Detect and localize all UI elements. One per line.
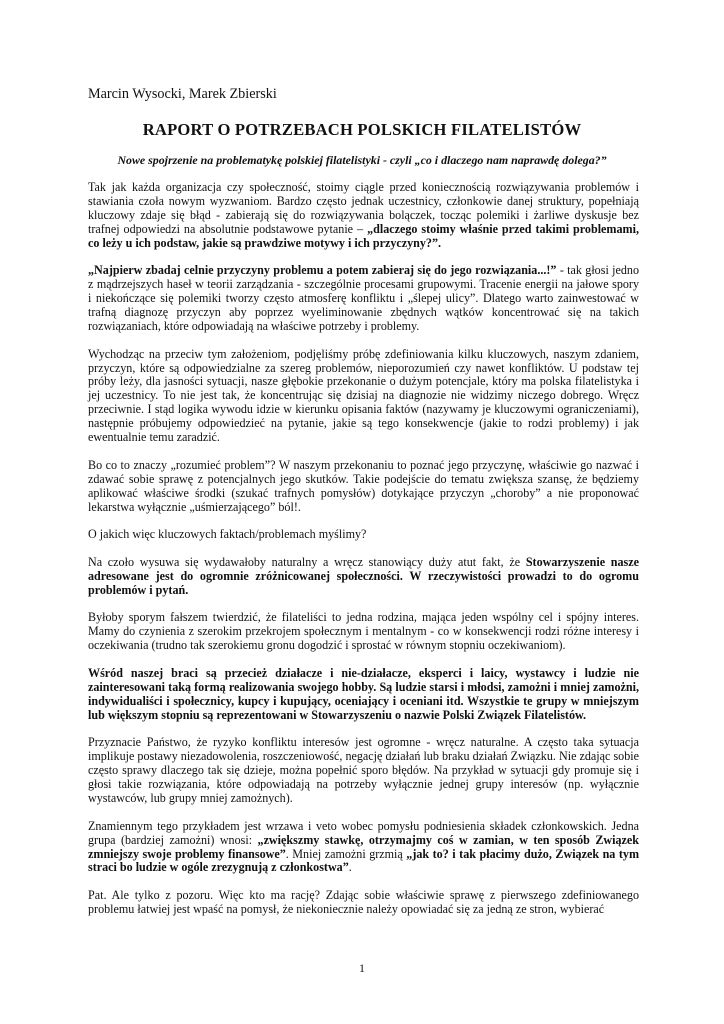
bold-text-run: „jak to? i tak płacimy dużo, Związek na tym straci bo ludzie w ogóle zrezygnują z członkostwa”: [88, 846, 640, 875]
paragraph: [88, 736, 639, 806]
paragraph: [88, 889, 639, 917]
document-title: RAPORT O POTRZEBACH POLSKICH FILATELISTÓW: [142, 120, 582, 139]
bold-text-run: „zwiększmy stawkę, otrzymajmy coś w zamian, w ten sposób Związek zmniejszy swoje problemy finansowe”: [88, 832, 639, 861]
paragraph: [88, 264, 639, 334]
paragraph: [88, 348, 639, 445]
text-run: Pat. Ale tylko z pozoru. Więc kto ma rację? Zdając sobie właściwie sprawę z pierwszego zdefiniowanego problemu łatwiej jest wpaść na pomysł, że niekoniecznie należy opowiadać się za jedną ze stron, wybierać: [88, 888, 639, 917]
text-run: - tak głosi jedno z mądrzejszych haseł w teorii zarządzania - szczególnie procesami grupowymi. Tracenie energii na jałowe spory i niekończące się polemiki tworzy często atmosferę konfliktu i „ślepej ulicy”. Dlatego warto zainwestować w trafną diagnozę przyczyn aby poprzez wyeliminowanie zbędnych wątków koncentrować się na takich rozwiązaniach, które odpowiadają na właściwe potrzeby i problemy.: [88, 263, 639, 333]
paragraph: [88, 528, 639, 542]
text-run: Tak jak każda organizacja czy społeczność, stoimy ciągle przed koniecznością rozwiązywania problemów i stawiania czoła nowym wyzwaniom. Bardzo często jednak uczestnicy, członkowie danej struktury, popełniają kluczowy zdaje się błąd - zabierają się do rozwiązywania bolączek, tocząc polemiki i żarliwe dyskusje bez trafnej odpowiedzi na absolutnie podstawowe pytanie –: [88, 180, 639, 236]
text-run: Znamiennym tego przykładem jest wrzawa i veto wobec pomysłu podniesienia składek członkowskich. Jedna grupa (bardziej zamożni) wnosi:: [88, 818, 639, 847]
paragraph: [88, 181, 639, 251]
text-run: Wychodząc na przeciw tym założeniom, podjęliśmy próbę zdefiniowania kilku kluczowych, naszym zdaniem, przyczyn, które są odpowiedzialne za szereg problemów, nieporozumień czy nawet konfliktów. U podstaw tej próby leży, dla jasności sytuacji, nasze głębokie przekonanie o dużym potencjale, który ma polska filatelistyka i jej uczestnicy. To nie jest tak, że koncentrując się dzisiaj na diagnozie nie widzimy niczego dobrego. Wręcz przeciwnie. I stąd logika wywodu idzie w kierunku opisania faktów (nazywamy je kluczowymi ograniczeniami), następnie próbujemy odpowiedzieć na pytanie, jakie są tego konsekwencje (jakie to rodzi problemy) i jak ewentualnie temu zaradzić.: [88, 346, 639, 445]
bold-text-run: „dlaczego stoimy właśnie przed takimi problemami, co leży u ich podstaw, jakie są prawdziwe motywy i ich przyczyny?”.: [88, 221, 639, 250]
text-run: Na czoło wysuwa się wydawałoby naturalny a wręcz stanowiący duży atut fakt, że: [88, 554, 526, 569]
authors: Marcin Wysocki, Marek Zbierski: [88, 86, 277, 102]
document-body: [88, 181, 639, 931]
paragraph: [88, 459, 639, 515]
paragraph: [88, 667, 639, 723]
bold-text-run: Wśród naszej braci są przecież działacze i nie-działacze, eksperci i laicy, wystawcy i ludzie nie zainteresowani taką formą realizowania swojego hobby. Są ludzie starsi i młodsi, zamożni i mniej zamożni, indywidualiści i społecznicy, kupcy i kupujący, oceniający i oceniani itd. Wszystkie te grupy w mniejszym lub większym stopniu są reprezentowani w Stowarzyszeniu o nazwie Polski Związek Filatelistów.: [88, 665, 639, 722]
paragraph: [88, 611, 639, 653]
text-run: Bo co to znaczy „rozumieć problem”? W naszym przekonaniu to poznać jego przyczynę, właściwie go nazwać i zdawać sobie sprawę z potencjalnych jego skutków. Takie podejście do tematu zwiększa szansę, że będziemy aplikować właściwe środki (szukać trafnych pomysłów) dotykające przyczyn „choroby” a nie proponować lekarstwa wyłącznie „uśmierzającego” ból!.: [88, 457, 639, 514]
paragraph: [88, 820, 639, 876]
page-number: 1: [359, 961, 365, 975]
text-run: . Mniej zamożni grzmią: [285, 846, 407, 861]
text-run: .: [348, 860, 352, 875]
paragraph: [88, 556, 639, 598]
text-run: Przyznacie Państwo, że ryzyko konfliktu interesów jest ogromne - wręcz naturalne. A często taka sytuacja implikuje postawy niezadowolenia, roszczeniowość, negację działań lub braku działań Związku. Nie zdając sobie często sprawy dlaczego tak się dzieje, można popełnić sporo błędów. Na przykład w sytuacji gdy promuje się i głosi takie rozwiązania, które odpowiadają na potrzeby wyłącznie jednej grupy interesów (np. wyłącznie wystawców, lub grupy mniej zamożnych).: [88, 735, 639, 805]
bold-text-run: Stowarzyszenie nasze adresowane jest do ogromnie zróżnicowanej społeczności. W rzeczywistości prowadzi to do ogromu problemów i pytań.: [88, 554, 639, 597]
text-run: Byłoby sporym fałszem twierdzić, że filateliści to jedna rodzina, mająca jeden wspólny cel i spójny interes. Mamy do czynienia z szerokim przekrojem społecznym i mentalnym - co w konsekwencji rodzi różne interesy i oczekiwania (trudno tak szerokiemu gronu dogodzić i sprostać w równym stopniu oczekiwaniom).: [88, 610, 639, 653]
document-subtitle: Nowe spojrzenie na problematykę polskiej filatelistyki - czyli „co i dlaczego nam naprawdę dolega?”: [117, 153, 607, 167]
bold-text-run: „Najpierw zbadaj celnie przyczyny problemu a potem zabieraj się do jego rozwiązania...!”: [88, 263, 557, 278]
text-run: O jakich więc kluczowych faktach/problemach myślimy?: [88, 527, 367, 542]
